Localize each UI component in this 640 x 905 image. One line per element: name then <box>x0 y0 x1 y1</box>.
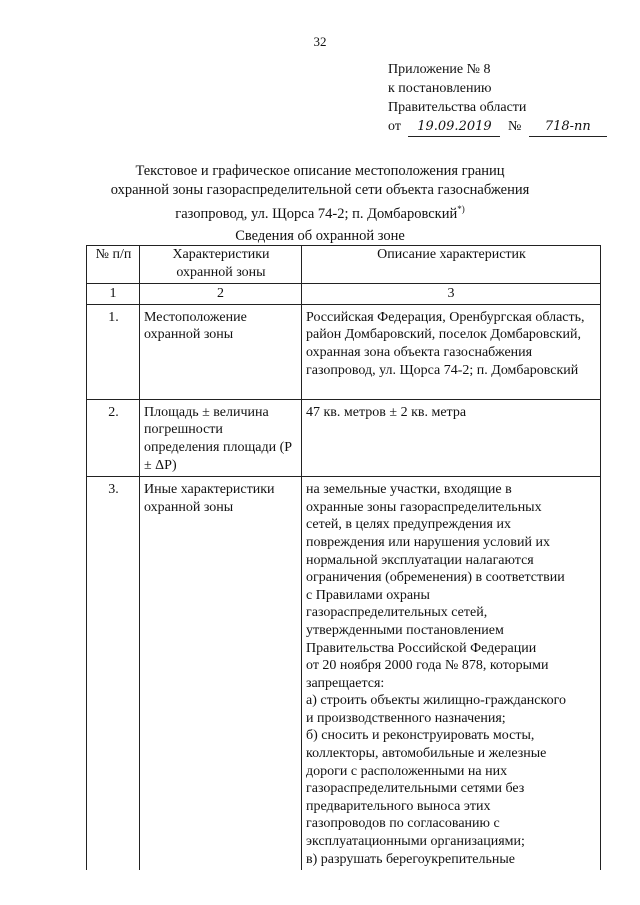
row-number: 2. <box>87 399 140 476</box>
table-row <box>87 304 601 399</box>
description-line: сетей, в целях предупреждения их <box>306 517 511 533</box>
row-number: 3. <box>87 477 140 871</box>
appendix-block <box>388 60 607 137</box>
description-line: на земельные участки, входящие в <box>306 482 512 498</box>
description-line: предварительного выноса этих <box>306 798 491 814</box>
column-number-1: 1 <box>87 284 140 305</box>
row-description: 47 кв. метров ± 2 кв. метра <box>302 399 601 476</box>
header-description: Описание характеристик <box>302 246 601 284</box>
appendix-line-2: к постановлению <box>388 81 492 96</box>
description-line: Правительства Российской Федерации <box>306 640 537 656</box>
header-characteristics: Характеристики охранной зоны <box>140 246 302 284</box>
description-line: и производственного назначения; <box>306 710 506 726</box>
handwritten-number: 718-пп <box>529 117 607 137</box>
description-line: запрещается: <box>306 675 385 691</box>
column-number-row <box>87 284 601 305</box>
row-characteristic: Иные характеристики охранной зоны <box>140 477 302 871</box>
table-header-row <box>87 246 601 284</box>
description-line: газораспределительными сетями без <box>306 781 525 797</box>
description-line: утвержденными постановлением <box>306 622 504 638</box>
table-row <box>87 477 601 871</box>
document-title <box>60 162 580 224</box>
description-line: повреждения или нарушения условий их <box>306 534 550 550</box>
column-number-3: 3 <box>302 284 601 305</box>
from-label: от <box>388 119 401 134</box>
number-label: № <box>507 119 522 134</box>
row-description: Российская Федерация, Оренбургская область, район Домбаровский, поселок Домбаровский, охранная зона объекта газоснабжения газопровод, ул. Щорса 74-2; п. Домбаровский <box>302 304 601 399</box>
description-line: от 20 ноября 2000 года № 878, которыми <box>306 658 549 674</box>
description-line: ограничения (обременения) в соответствии <box>306 570 565 586</box>
description-line: б) сносить и реконструировать мосты, <box>306 728 535 744</box>
column-number-2: 2 <box>140 284 302 305</box>
description-line: охранные зоны газораспределительных <box>306 499 542 515</box>
description-line: нормальной эксплуатации налагаются <box>306 552 534 568</box>
description-line: дороги с расположенными на них <box>306 763 508 779</box>
description-line: в) разрушать берегоукрепительные <box>306 851 516 867</box>
description-line: газопроводов по согласованию с <box>306 816 500 832</box>
title-line-2: охранной зоны газораспределительной сети объекта газоснабжения <box>110 182 530 198</box>
description-line: с Правилами охраны <box>306 587 430 603</box>
row-description <box>302 477 601 871</box>
row-characteristic: Площадь ± величина погрешности определения площади (P ± ΔP) <box>140 399 302 476</box>
description-line: а) строить объекты жилищно-гражданского <box>306 693 566 709</box>
description-line: коллекторы, автомобильные и железные <box>306 746 547 762</box>
title-line-1: Текстовое и графическое описание местоположения границ <box>135 163 505 179</box>
handwritten-date: 19.09.2019 <box>408 117 500 137</box>
row-characteristic: Местоположение охранной зоны <box>140 304 302 399</box>
description-line: газораспределительных сетей, <box>306 605 488 621</box>
title-line-3-text: газопровод, ул. Щорса 74-2; п. Домбаровский <box>175 205 458 222</box>
appendix-line-3: Правительства области <box>388 100 527 115</box>
protection-zone-table <box>86 245 601 870</box>
description-line: эксплуатационными организациями; <box>306 834 525 850</box>
appendix-line-1: Приложение № 8 <box>388 62 491 77</box>
title-line-3 <box>60 200 580 224</box>
header-number: № п/п <box>87 246 140 284</box>
appendix-date-line <box>388 117 607 137</box>
table-row <box>87 399 601 476</box>
footnote-mark: *) <box>457 204 465 214</box>
row-number: 1. <box>87 304 140 399</box>
page-number: 32 <box>313 34 327 49</box>
table-caption: Сведения об охранной зоне <box>235 228 405 244</box>
